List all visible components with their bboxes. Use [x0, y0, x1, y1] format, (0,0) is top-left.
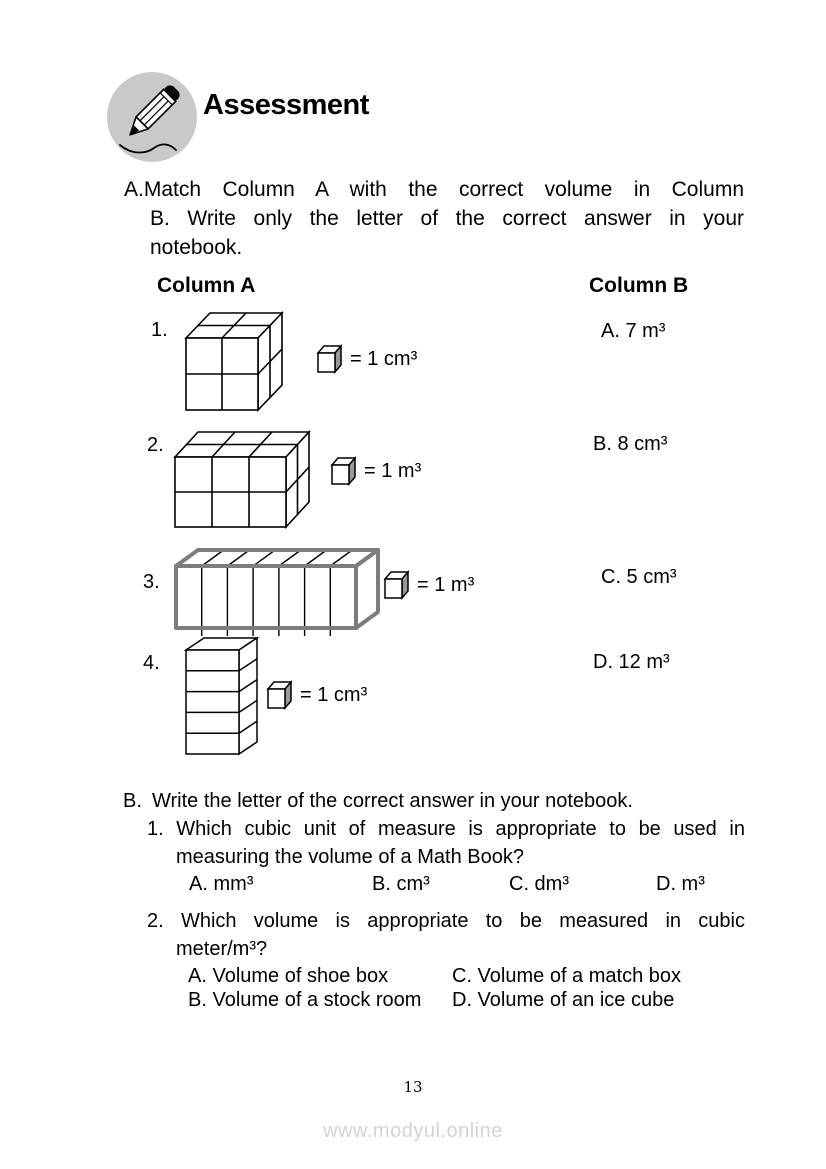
figure-prism-3x2x2 [173, 430, 313, 530]
q1-option-b: B. cm³ [372, 873, 430, 895]
figure-stack-1x5 [184, 636, 260, 756]
figure-cube-2x2x2 [184, 311, 286, 413]
pencil-writing-icon [106, 71, 198, 163]
item-3-number: 3. [143, 571, 160, 593]
item-2-number: 2. [147, 434, 164, 456]
section-b-heading: Write the letter of the correct answer in your notebook. [152, 790, 633, 812]
figure-prism-7x1x1 [172, 546, 384, 641]
q1-option-a: A. mm³ [189, 873, 254, 895]
item-3-legend [383, 570, 474, 600]
question-2-line-1: 2. Which volume is appropriate to be measured in cubic [147, 910, 745, 932]
item-1-number: 1. [151, 319, 168, 341]
answer-a: A. 7 m³ [601, 320, 666, 342]
section-a-instruction-line-1: A.Match Column A with the correct volume in Column [124, 178, 744, 201]
unit-cube-icon [383, 570, 409, 600]
section-a-instruction-line-2: B. Write only the letter of the correct answer in your [150, 207, 744, 230]
question-2-line-2: meter/m³? [176, 938, 268, 960]
q2-option-d: D. Volume of an ice cube [452, 989, 675, 1011]
column-a-header: Column A [157, 274, 256, 297]
page-number: 13 [403, 1078, 423, 1096]
assessment-icon-badge [106, 71, 198, 163]
answer-c: C. 5 cm³ [601, 566, 677, 588]
unit-cube-icon [330, 456, 356, 486]
section-a-instruction-line-3: notebook. [150, 236, 243, 259]
item-2-legend [330, 456, 421, 486]
question-1-line-2: measuring the volume of a Math Book? [176, 846, 524, 868]
watermark: www.modyul.online [323, 1120, 503, 1142]
q1-option-c: C. dm³ [509, 873, 569, 895]
question-1-line-1: 1. Which cubic unit of measure is appropriate to be used in [147, 818, 745, 840]
item-4-number: 4. [143, 652, 160, 674]
answer-b: B. 8 cm³ [593, 433, 668, 455]
answer-d: D. 12 m³ [593, 651, 670, 673]
q2-option-b: B. Volume of a stock room [188, 989, 422, 1011]
item-4-legend [266, 680, 367, 710]
column-b-header: Column B [589, 274, 689, 297]
unit-cube-icon [266, 680, 292, 710]
unit-cube-icon [316, 344, 342, 374]
section-b-label: B. [123, 790, 142, 812]
item-4-legend-text: = 1 cm³ [300, 683, 368, 706]
q2-option-c: C. Volume of a match box [452, 965, 682, 987]
item-1-legend-text: = 1 cm³ [350, 347, 418, 370]
q1-option-d: D. m³ [656, 873, 705, 895]
page-title: Assessment [203, 89, 369, 121]
item-3-legend-text: = 1 m³ [417, 573, 475, 596]
item-2-legend-text: = 1 m³ [364, 459, 422, 482]
item-1-legend [316, 344, 417, 374]
q2-option-a: A. Volume of shoe box [188, 965, 389, 987]
